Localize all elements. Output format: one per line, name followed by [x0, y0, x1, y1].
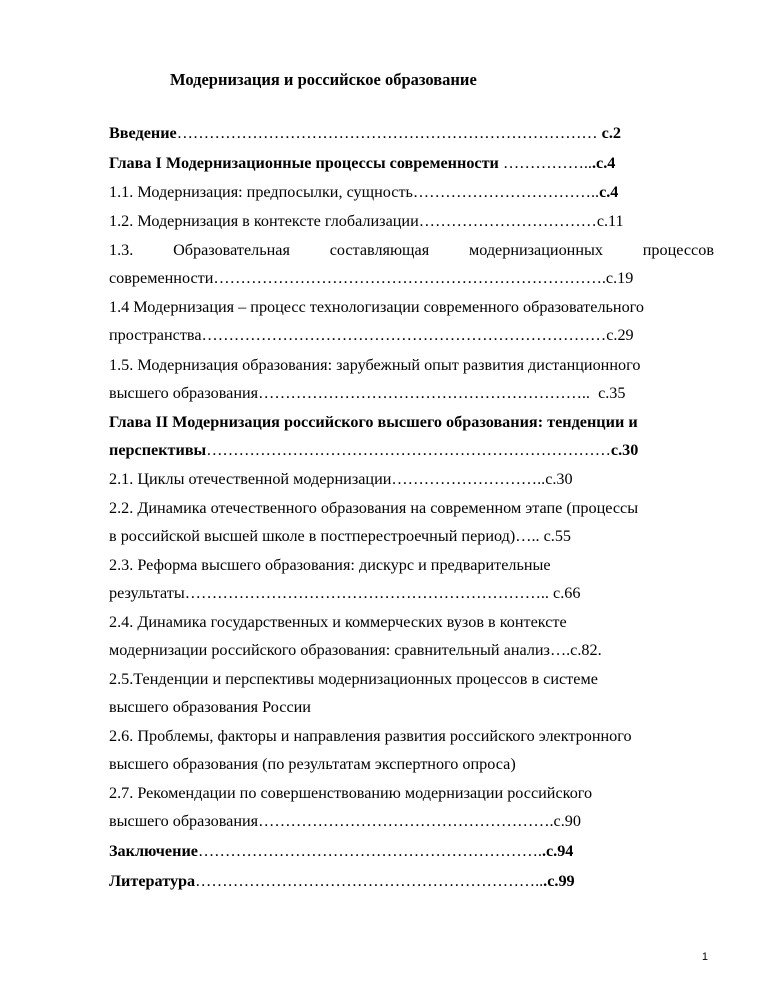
toc-dots: ……………………….. — [391, 470, 546, 488]
toc-word: модернизационных — [468, 241, 603, 259]
toc-entry-2-7-line2 — [109, 811, 581, 831]
toc-label: Введение — [109, 124, 177, 142]
toc-entry-chapter-2-line2 — [109, 440, 638, 460]
toc-entry-2-5-line2: высшего образования России — [109, 698, 311, 716]
toc-entry-2-2-line1: 2.2. Динамика отечественного образования на современном этапе (процессы — [109, 499, 639, 517]
toc-dots: ……………………………………………………….. — [195, 872, 544, 890]
toc-page: с.4 — [599, 183, 619, 201]
toc-entry-1-4-line2 — [109, 325, 634, 345]
toc-page: .с.90 — [549, 812, 581, 830]
toc-dots: ………………………………………………………………… — [206, 441, 611, 459]
toc-entry-2-6-line2: высшего образования (по результатам экспертного опроса) — [109, 755, 516, 773]
toc-entry-1-5-line2 — [109, 383, 625, 403]
toc-entry-2-1 — [109, 469, 573, 489]
toc-dots: ……………………………………………………………… — [213, 269, 602, 287]
toc-dots: …………………………… — [418, 212, 597, 230]
toc-entry-2-5-line1: 2.5.Тенденции и перспективы модернизационных процессов в системе — [109, 670, 598, 688]
toc-word: составляющая — [329, 241, 430, 259]
toc-page: с.29 — [606, 326, 634, 344]
toc-label: высшего образования — [109, 384, 259, 402]
toc-label: Литература — [109, 872, 196, 890]
page-number: 1 — [701, 951, 708, 963]
toc-entry-2-4-line2: модернизации российского образования: сравнительный анализ….с.82. — [109, 641, 602, 659]
document-title: Модернизация и российское образование — [170, 70, 477, 89]
toc-dots: ………………………………………………………………… — [201, 326, 607, 344]
toc-word: 1.3. — [109, 241, 134, 259]
toc-entry-2-4-line1: 2.4. Динамика государственных и коммерческих вузов в контексте — [109, 613, 567, 631]
toc-label: 2.1. Циклы отечественной модернизации — [109, 470, 392, 488]
toc-entry-1-4-line1: 1.4 Модернизация – процесс технологизации современного образовательного — [109, 298, 644, 316]
toc-entry-conclusion — [109, 841, 573, 861]
toc-page: с.30 — [610, 441, 639, 459]
toc-label: 1.2. Модернизация в контексте глобализации — [109, 212, 419, 230]
toc-label: современности — [109, 269, 214, 287]
toc-dots: …………………………………………………………………… — [176, 124, 598, 142]
toc-word: процессов — [642, 241, 714, 259]
toc-page: с.30 — [545, 470, 573, 488]
toc-entry-1-3-line2 — [109, 268, 633, 288]
toc-dots: ……………………………………………… — [258, 812, 550, 830]
toc-page: с.2 — [597, 124, 621, 142]
toc-page: с.11 — [596, 212, 624, 230]
toc-label: перспективы — [109, 441, 207, 459]
toc-entry-1-1 — [109, 182, 618, 202]
toc-entry-2-2-line2: в российской высшей школе в постперестроечный период)….. с.55 — [109, 527, 572, 545]
toc-label: высшего образования — [109, 812, 259, 830]
toc-entry-2-3-line1: 2.3. Реформа высшего образования: дискурс и предварительные — [109, 556, 551, 574]
toc-dots: …………….. — [498, 154, 592, 172]
toc-entry-2-6-line1: 2.6. Проблемы, факторы и направления развития российского электронного — [109, 727, 632, 745]
toc-dots: …………………………….. — [412, 183, 600, 201]
toc-label: пространства — [109, 326, 202, 344]
toc-word: Образовательная — [173, 241, 290, 259]
toc-entry-chapter-1 — [109, 153, 615, 173]
toc-label: 1.1. Модернизация: предпосылки, сущность — [109, 183, 413, 201]
toc-entry-1-5-line1: 1.5. Модернизация образования: зарубежный опыт развития дистанционного — [109, 356, 641, 374]
toc-label: Заключение — [109, 842, 198, 860]
toc-label: Глава I Модернизационные процессы современности — [109, 154, 499, 172]
toc-page: с.35 — [589, 384, 626, 402]
toc-entry-2-3-line2 — [109, 583, 580, 603]
toc-label: результаты — [109, 584, 185, 602]
toc-page: .с.94 — [541, 842, 574, 860]
toc-dots: ………………………………………………………. — [197, 842, 542, 860]
toc-page: .с.4 — [591, 154, 616, 172]
toc-entry-2-7-line1: 2.7. Рекомендации по совершенствованию модернизации российского — [109, 784, 593, 802]
toc-entry-1-3-line1 — [109, 240, 714, 260]
toc-dots: …………………………………………………….. — [258, 384, 590, 402]
toc-dots: ………………………………………………………….. — [184, 584, 549, 602]
toc-page: .с.99 — [543, 872, 575, 890]
toc-entry-chapter-2-line1: Глава II Модернизация российского высшего образования: тенденции и — [109, 413, 638, 431]
toc-entry-1-2 — [109, 211, 624, 231]
toc-page: .с.19 — [601, 269, 634, 287]
toc-entry-literature — [109, 871, 575, 891]
toc-entry-intro — [109, 123, 621, 143]
toc-page: с.66 — [548, 584, 581, 602]
